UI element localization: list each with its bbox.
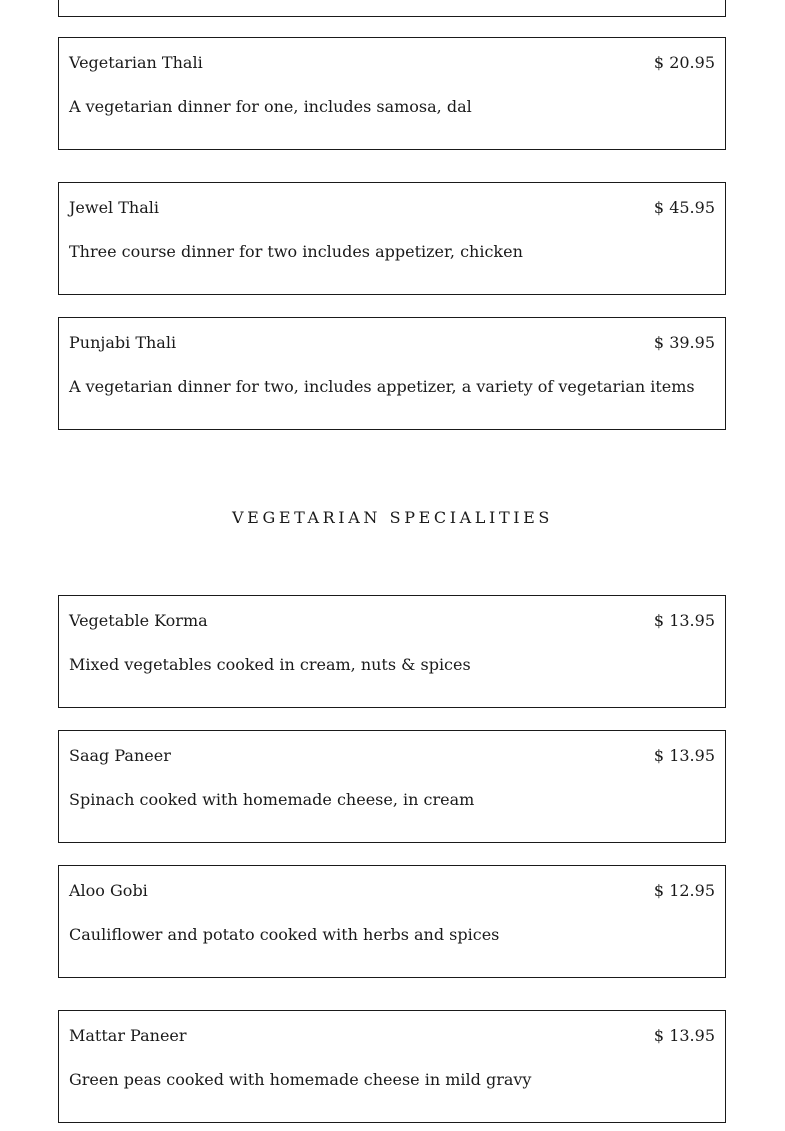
menu-item-card bbox=[58, 595, 726, 708]
menu-item-name: Punjabi Thali bbox=[69, 333, 177, 352]
menu-item-price: $ 13.95 bbox=[653, 746, 715, 765]
menu-item-name: Saag Paneer bbox=[69, 746, 171, 765]
menu-item-description: A vegetarian dinner for two, includes appetizer, a variety of vegetarian items bbox=[69, 377, 695, 396]
menu-item-price: $ 12.95 bbox=[653, 881, 715, 900]
menu-item-description: Three course dinner for two includes appetizer, chicken bbox=[69, 242, 523, 261]
menu-item-price: $ 20.95 bbox=[653, 53, 715, 72]
menu-item-name: Vegetarian Thali bbox=[69, 53, 203, 72]
menu-item-description: Green peas cooked with homemade cheese in mild gravy bbox=[69, 1070, 532, 1089]
menu-item-name: Jewel Thali bbox=[69, 198, 159, 217]
menu-item-price: $ 13.95 bbox=[653, 611, 715, 630]
menu-item-name: Vegetable Korma bbox=[69, 611, 208, 630]
menu-item-description: Cauliflower and potato cooked with herbs and spices bbox=[69, 925, 500, 944]
menu-item-card bbox=[58, 182, 726, 295]
menu-item-description: A vegetarian dinner for one, includes samosa, dal bbox=[69, 97, 472, 116]
menu-item-card bbox=[58, 865, 726, 978]
section-heading: VEGETARIAN SPECIALITIES bbox=[232, 508, 553, 527]
menu-item-card bbox=[58, 730, 726, 843]
menu-item-price: $ 39.95 bbox=[653, 333, 715, 352]
menu-item-card bbox=[58, 1010, 726, 1123]
menu-item-card bbox=[58, 317, 726, 430]
menu-item-card-partial bbox=[58, 0, 726, 17]
menu-item-description: Spinach cooked with homemade cheese, in cream bbox=[69, 790, 475, 809]
menu-item-price: $ 45.95 bbox=[653, 198, 715, 217]
menu-item-name: Aloo Gobi bbox=[69, 881, 148, 900]
menu-item-name: Mattar Paneer bbox=[69, 1026, 187, 1045]
menu-item-price: $ 13.95 bbox=[653, 1026, 715, 1045]
menu-item-card bbox=[58, 37, 726, 150]
menu-item-description: Mixed vegetables cooked in cream, nuts & spices bbox=[69, 655, 471, 674]
